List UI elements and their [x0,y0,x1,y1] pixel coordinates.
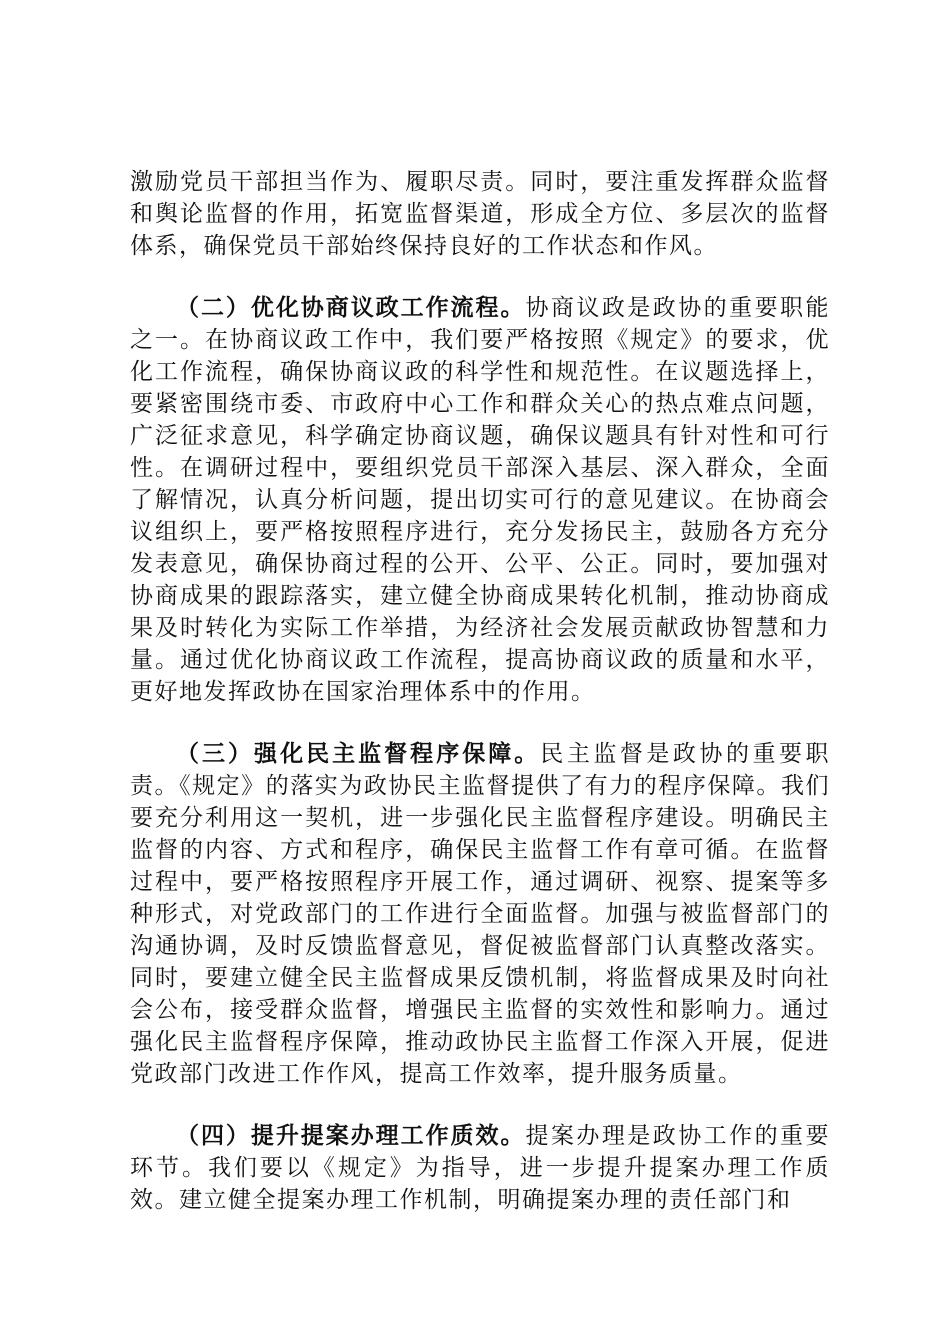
paragraph-body: 协商议政是政协的重要职能之一。在协商议政工作中，我们要严格按照《规定》的要求，优化工作流程，确保协商议政的科学性和规范性。在议题选择上，要紧密围绕市委、市政府中心工作和群众关心的热点难点问题，广泛征求意见，科学确定协商议题，确保议题具有针对性和可行性。在调研过程中，要组织党员干部深入基层、深入群众，全面了解情况，认真分析问题，提出切实可行的意见建议。在协商会议组织上，要严格按照程序进行，充分发扬民主，鼓励各方充分发表意见，确保协商过程的公开、公平、公正。同时，要加强对协商成果的跟踪落实，建立健全协商成果转化机制，推动协商成果及时转化为实际工作举措，为经济社会发展贡献政协智慧和力量。通过优化协商议政工作流程，提高协商议政的质量和水平，更好地发挥政协在国家治理体系中的作用。 [130,295,831,705]
paragraph-section-4 [130,1120,830,1216]
section-heading: （三）强化民主监督程序保障。 [176,741,541,767]
paragraph-continued [130,166,830,262]
section-heading: （四）提升提案办理工作质效。 [176,1123,526,1149]
document-page [130,166,830,1246]
paragraph-section-3 [130,738,830,1090]
paragraph-body: 提案办理是政协工作的重要环节。我们要以《规定》为指导，进一步提升提案办理工作质效。建立健全提案办理工作机制，明确提案办理的责任部门和 [130,1123,831,1213]
paragraph-section-2 [130,292,830,708]
paragraph-body: 民主监督是政协的重要职责。《规定》的落实为政协民主监督提供了有力的程序保障。我们要充分利用这一契机，进一步强化民主监督程序建设。明确民主监督的内容、方式和程序，确保民主监督工作有章可循。在监督过程中，要严格按照程序开展工作，通过调研、视察、提案等多种形式，对党政部门的工作进行全面监督。加强与被监督部门的沟通协调，及时反馈监督意见，督促被监督部门认真整改落实。同时，要建立健全民主监督成果反馈机制，将监督成果及时向社会公布，接受群众监督，增强民主监督的实效性和影响力。通过强化民主监督程序保障，推动政协民主监督工作深入开展，促进党政部门改进工作作风，提高工作效率，提升服务质量。 [130,741,831,1087]
section-heading: （二）优化协商议政工作流程。 [176,295,526,321]
paragraph-body: 激励党员干部担当作为、履职尽责。同时，要注重发挥群众监督和舆论监督的作用，拓宽监督渠道，形成全方位、多层次的监督体系，确保党员干部始终保持良好的工作状态和作风。 [130,169,830,259]
